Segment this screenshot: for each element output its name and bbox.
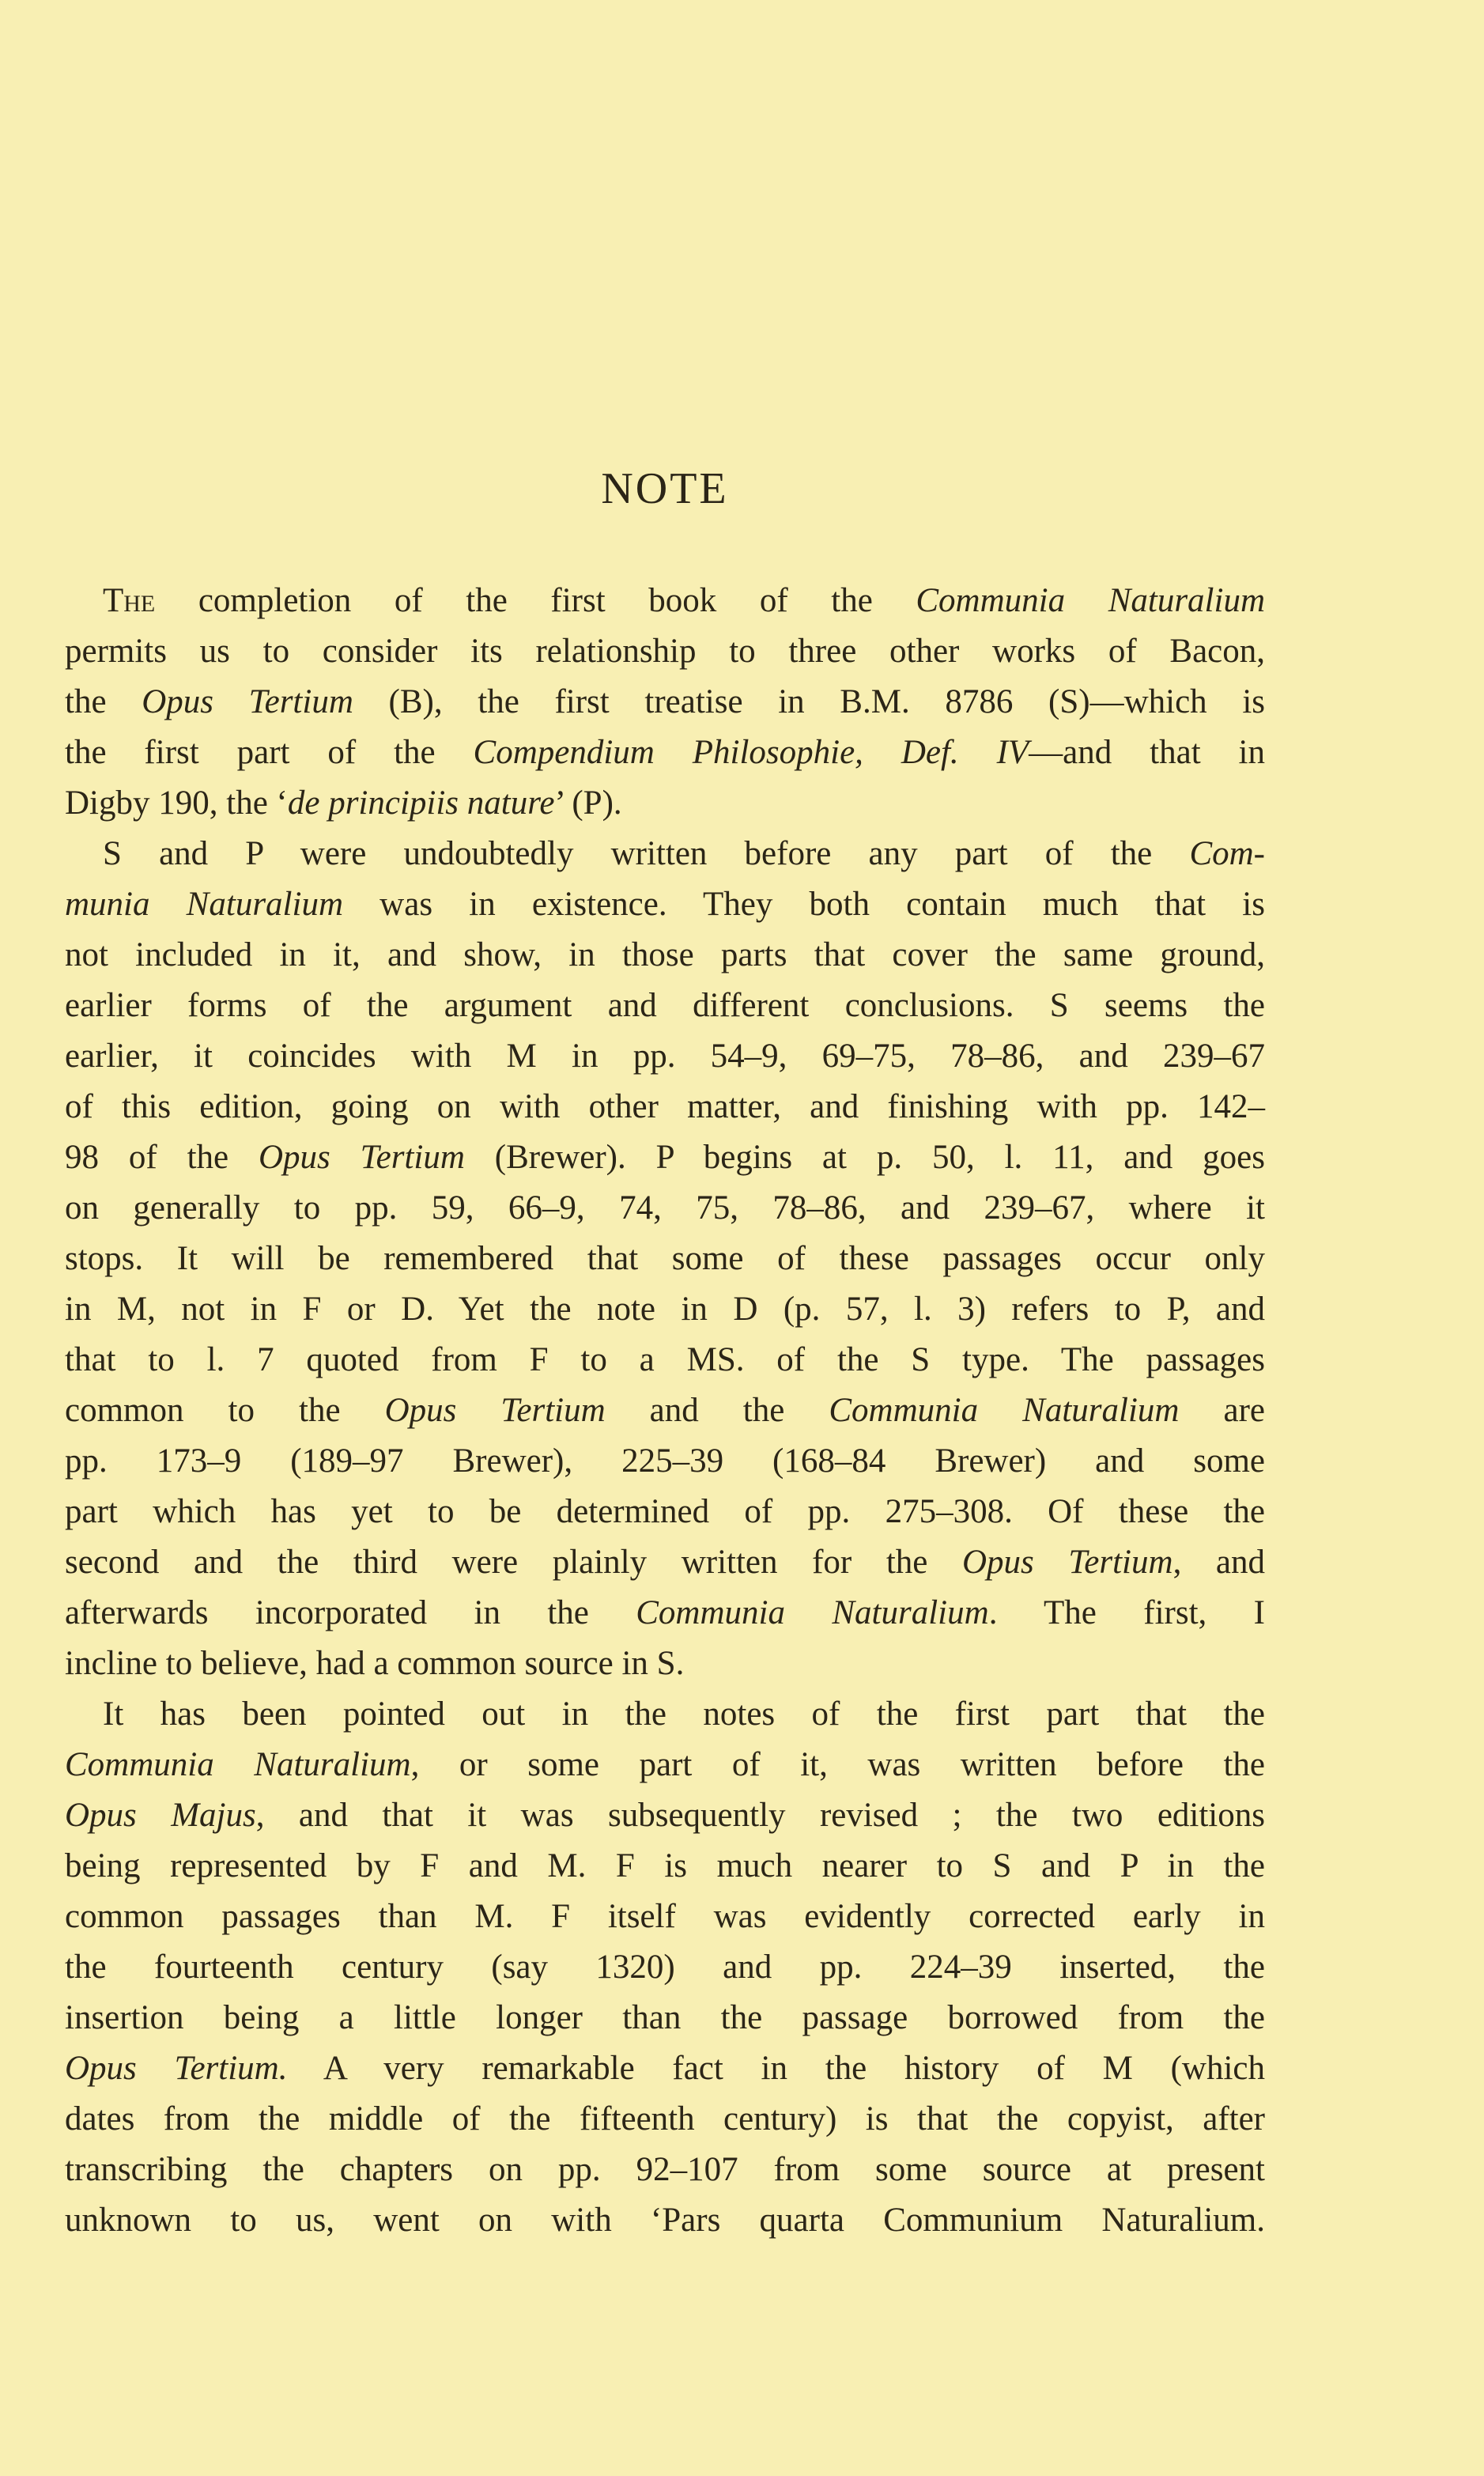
text-line: [65, 1892, 1265, 1942]
italic-title-text: Compendium Philosophie, Def. IV: [473, 734, 1029, 771]
text-segment: dates from the middle of the fifteenth century) is that the copyist, after: [65, 2100, 1265, 2138]
text-segment: afterwards incorporated in the: [65, 1594, 636, 1631]
text-line: [65, 1335, 1265, 1385]
text-line: [65, 778, 1265, 829]
text-line: [65, 677, 1265, 728]
text-line: [65, 829, 1265, 879]
paragraph: [65, 829, 1265, 1689]
text-segment: the: [65, 683, 142, 720]
text-segment: insertion being a little longer than the passage borrowed from the: [65, 1999, 1265, 2036]
italic-title-text: Opus Majus: [65, 1797, 256, 1834]
text-line: [65, 1031, 1265, 1082]
text-segment: the fourteenth century (say 1320) and pp. 224–39 inserted, the: [65, 1949, 1265, 1986]
text-segment: earlier, it coincides with M in pp. 54–9, 69–75, 78–86, and 239–67: [65, 1038, 1265, 1075]
text-line: [65, 1790, 1265, 1841]
text-segment: was in existence. They both contain much that is: [343, 886, 1265, 923]
italic-title-text: Com-: [1189, 835, 1265, 872]
text-line: [65, 981, 1265, 1031]
italic-title-text: Communia Naturalium: [916, 582, 1266, 619]
italic-title-text: Opus Tertium: [259, 1139, 465, 1176]
text-segment: , or some part of it, was written before the: [410, 1746, 1265, 1783]
text-line: [65, 879, 1265, 930]
text-line: [65, 626, 1265, 677]
text-segment: second and the third were plainly written for the: [65, 1544, 962, 1581]
text-line: [65, 728, 1265, 778]
text-segment: the first part of the: [65, 734, 474, 771]
text-line: [65, 1740, 1265, 1790]
text-line: [65, 576, 1265, 626]
text-line: [65, 1993, 1265, 2043]
text-line: [65, 2145, 1265, 2195]
text-line: [65, 2094, 1265, 2145]
text-line: [65, 2043, 1265, 2094]
italic-title-text: Opus Tertium: [961, 1544, 1173, 1581]
text-line: [65, 1487, 1265, 1537]
text-segment: A very remarkable fact in the history of M (which: [287, 2050, 1265, 2087]
text-line: [65, 1841, 1265, 1892]
text-segment: ’ (P).: [554, 784, 622, 822]
text-line: [65, 930, 1265, 981]
italic-title-text: Opus Tertium: [384, 1392, 606, 1429]
italic-title-text: de principiis nature: [287, 784, 555, 822]
text-segment: , and: [1172, 1544, 1265, 1581]
italic-title-text: Opus Tertium.: [65, 2050, 288, 2087]
text-segment: in M, not in F or D. Yet the note in D (p. 57, l. 3) refers to P, and: [65, 1291, 1265, 1328]
text-segment: pp. 173–9 (189–97 Brewer), 225–39 (168–84 Brewer) and some: [65, 1442, 1265, 1480]
text-segment: not included in it, and show, in those parts that cover the same ground,: [65, 936, 1265, 973]
text-line: [65, 1132, 1265, 1183]
text-line: [65, 1234, 1265, 1284]
text-segment: earlier forms of the argument and different conclusions. S seems the: [65, 987, 1265, 1024]
text-segment: completion of the first book of the: [155, 582, 916, 619]
text-segment: (B), the first treatise in B.M. 8786 (S)—which is: [353, 683, 1265, 720]
text-segment: that to l. 7 quoted from F to a MS. of the S type. The passages: [65, 1341, 1265, 1378]
text-line: [65, 1537, 1265, 1588]
paragraph: [65, 576, 1265, 829]
text-segment: incline to believe, had a common source in S.: [65, 1645, 685, 1682]
text-segment: S and P were undoubtedly written before any part of the: [103, 835, 1190, 872]
text-line: [65, 2195, 1265, 2246]
italic-title-text: Communia Naturalium: [636, 1594, 989, 1631]
text-line: [65, 1436, 1265, 1487]
text-segment: It has been pointed out in the notes of the first part that the: [103, 1695, 1265, 1733]
text-segment: being represented by F and M. F is much nearer to S and P in the: [65, 1847, 1265, 1884]
text-segment: common to the: [65, 1392, 385, 1429]
text-line: [65, 1284, 1265, 1335]
text-segment: 98 of the: [65, 1139, 259, 1176]
text-segment: transcribing the chapters on pp. 92–107 from some source at present: [65, 2151, 1265, 2188]
text-segment: stops. It will be remembered that some of these passages occur only: [65, 1240, 1265, 1277]
italic-title-text: Communia Naturalium: [65, 1746, 411, 1783]
text-segment: and the: [605, 1392, 829, 1429]
text-segment: unknown to us, went on with ‘Pars quarta Communium Naturalium.: [65, 2202, 1265, 2239]
italic-title-text: Opus Tertium: [142, 683, 353, 720]
text-segment: permits us to consider its relationship to three other works of Bacon,: [65, 633, 1265, 670]
text-segment: are: [1179, 1392, 1265, 1429]
text-segment: The: [103, 582, 156, 619]
text-line: [65, 1385, 1265, 1436]
text-segment: (Brewer). P begins at p. 50, l. 11, and goes: [464, 1139, 1265, 1176]
text-segment: on generally to pp. 59, 66–9, 74, 75, 78–86, and 239–67, where it: [65, 1189, 1265, 1227]
text-line: [65, 1639, 1265, 1689]
text-segment: part which has yet to be determined of pp. 275–308. Of these the: [65, 1493, 1265, 1530]
italic-title-text: Communia Naturalium: [829, 1392, 1180, 1429]
page-title: NOTE: [601, 464, 729, 513]
text-segment: common passages than M. F itself was evidently corrected early in: [65, 1898, 1265, 1935]
text-segment: Digby 190, the ‘: [65, 784, 288, 822]
text-line: [65, 1183, 1265, 1234]
text-segment: , and that it was subsequently revised ; the two editions: [255, 1797, 1265, 1834]
text-segment: . The first, I: [988, 1594, 1265, 1631]
text-line: [65, 1942, 1265, 1993]
text-segment: —and that in: [1029, 734, 1265, 771]
body-text: [65, 576, 1265, 2246]
text-segment: of this edition, going on with other matter, and finishing with pp. 142–: [65, 1088, 1265, 1125]
paragraph: [65, 1689, 1265, 2246]
text-line: [65, 1588, 1265, 1639]
italic-title-text: munia Naturalium: [65, 886, 343, 923]
text-line: [65, 1082, 1265, 1132]
text-line: [65, 1689, 1265, 1740]
